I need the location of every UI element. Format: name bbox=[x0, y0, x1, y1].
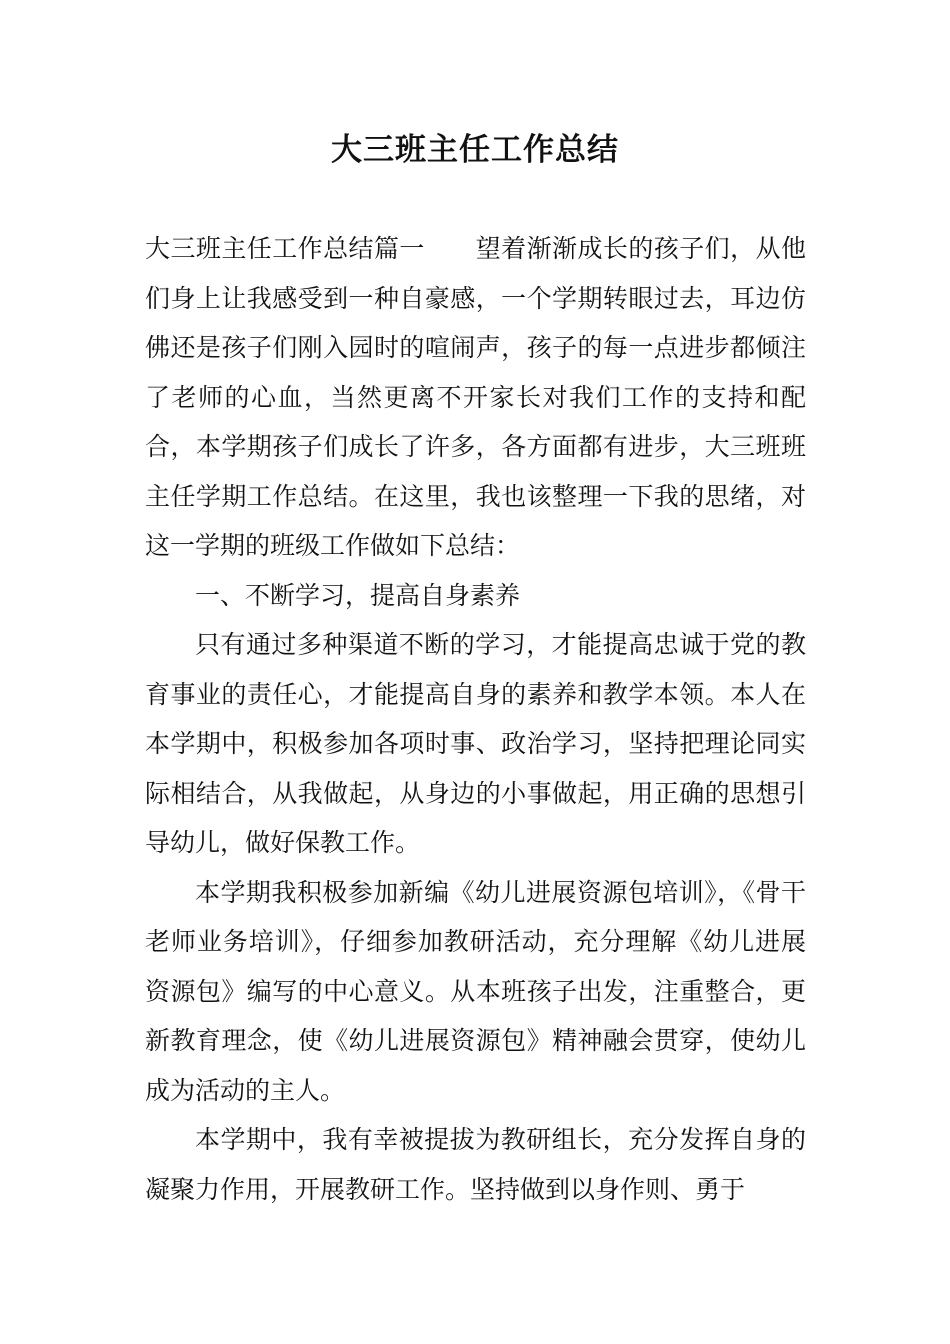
document-body bbox=[145, 224, 806, 1214]
section-heading-1: 一、不断学习，提高自身素养 bbox=[195, 580, 521, 610]
paragraph-learning: 只有通过多种渠道不断的学习，才能提高忠诚于党的教育事业的责任心，才能提高自身的素养和教学本领。本人在本学期中，积极参加各项时事、政治学习，坚持把理论同实际相结合，从我做起，从身边的小事做起，用正确的思想引导幼儿，做好保教工作。 bbox=[145, 630, 806, 857]
paragraph-training: 本学期我积极参加新编《幼儿进展资源包培训》，《骨干老师业务培训》，仔细参加教研活动，充分理解《幼儿进展资源包》编写的中心意义。从本班孩子出发，注重整合，更新教育理念，使《幼儿进展资源包》精神融会贯穿，使幼儿成为活动的主人。 bbox=[145, 877, 806, 1105]
paragraph-research-leader: 本学期中，我有幸被提拔为教研组长，充分发挥自身的凝聚力作用，开展教研工作。坚持做到以身作则、勇于 bbox=[145, 1125, 806, 1204]
document-title: 大三班主任工作总结 bbox=[331, 132, 619, 168]
paragraph-intro: 大三班主任工作总结篇一 望着渐渐成长的孩子们，从他们身上让我感受到一种自豪感，一个学期转眼过去，耳边仿佛还是孩子们刚入园时的喧闹声，孩子的每一点进步都倾注了老师的心血，当然更离不开家长对我们工作的支持和配合，本学期孩子们成长了许多，各方面都有进步，大三班班主任学期工作总结。在这里，我也该整理一下我的思绪，对这一学期的班级工作做如下总结： bbox=[145, 234, 806, 560]
